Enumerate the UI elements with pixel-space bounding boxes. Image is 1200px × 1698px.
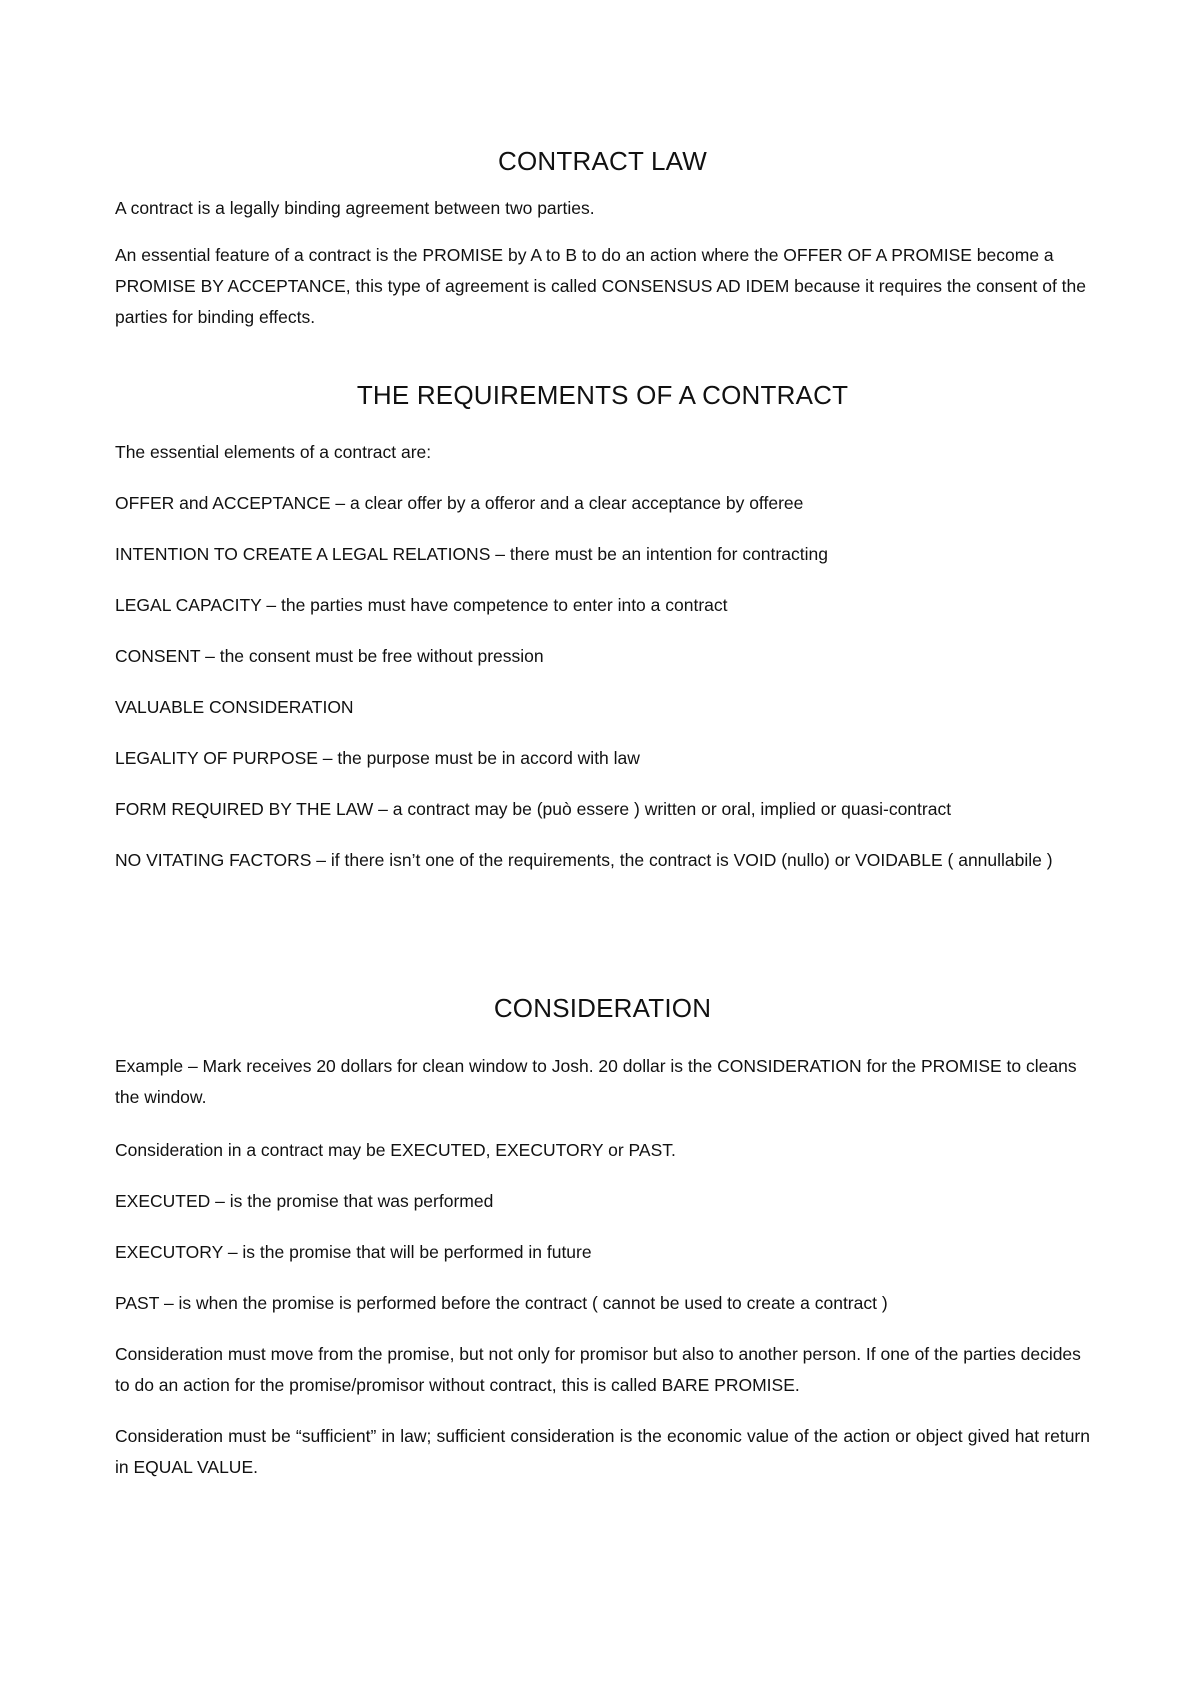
requirement-no-vitiating-factors: NO VITATING FACTORS – if there isn’t one of the requirements, the contract is VOID (nullo) or VOIDABLE ( annullabile ) — [115, 850, 1053, 870]
requirement-offer-acceptance: OFFER and ACCEPTANCE – a clear offer by a offeror and a clear acceptance by offeree — [115, 493, 804, 513]
contract-definition-paragraph: A contract is a legally binding agreement between two parties. — [115, 198, 595, 218]
requirement-legality-of-purpose: LEGALITY OF PURPOSE – the purpose must be in accord with law — [115, 748, 640, 768]
requirement-intention: INTENTION TO CREATE A LEGAL RELATIONS – there must be an intention for contracting — [115, 544, 828, 564]
essential-feature-paragraph: An essential feature of a contract is the PROMISE by A to B to do an action where the OFFER OF A PROMISE become a PROMISE BY ACCEPTANCE, this type of agreement is called CONSENSUS AD IDEM because it requires the consent of the parties for binding effects. — [115, 245, 1087, 327]
consideration-example-paragraph: Example – Mark receives 20 dollars for clean window to Josh. 20 dollar is the CONSIDERATION for the PROMISE to cleans the window. — [115, 1056, 1077, 1107]
consideration-sufficient-paragraph: Consideration must be “sufficient” in law; sufficient consideration is the economic value of the action or object gived hat return in EQUAL VALUE. — [115, 1426, 1090, 1477]
consideration-executory: EXECUTORY – is the promise that will be performed in future — [115, 1242, 592, 1262]
requirement-valuable-consideration: VALUABLE CONSIDERATION — [115, 697, 354, 717]
consideration-types-paragraph: Consideration in a contract may be EXECUTED, EXECUTORY or PAST. — [115, 1140, 676, 1160]
requirement-form-required: FORM REQUIRED BY THE LAW – a contract may be (può essere ) written or oral, implied or quasi-contract — [115, 799, 952, 819]
essential-elements-intro: The essential elements of a contract are: — [115, 442, 432, 462]
consideration-past: PAST – is when the promise is performed before the contract ( cannot be used to create a contract ) — [115, 1293, 888, 1313]
requirement-legal-capacity: LEGAL CAPACITY – the parties must have competence to enter into a contract — [115, 595, 728, 615]
consideration-executed: EXECUTED – is the promise that was performed — [115, 1191, 494, 1211]
consideration-move-paragraph: Consideration must move from the promise, but not only for promisor but also to another person. If one of the parties decides to do an action for the promise/promisor without contract, this is called BARE PROMISE. — [115, 1344, 1081, 1395]
requirements-heading: THE REQUIREMENTS OF A CONTRACT — [356, 380, 849, 410]
consideration-heading: CONSIDERATION — [493, 993, 712, 1023]
requirement-consent: CONSENT – the consent must be free without pression — [115, 646, 544, 666]
contract-law-heading: CONTRACT LAW — [498, 146, 707, 176]
document-page — [115, 0, 1090, 1698]
